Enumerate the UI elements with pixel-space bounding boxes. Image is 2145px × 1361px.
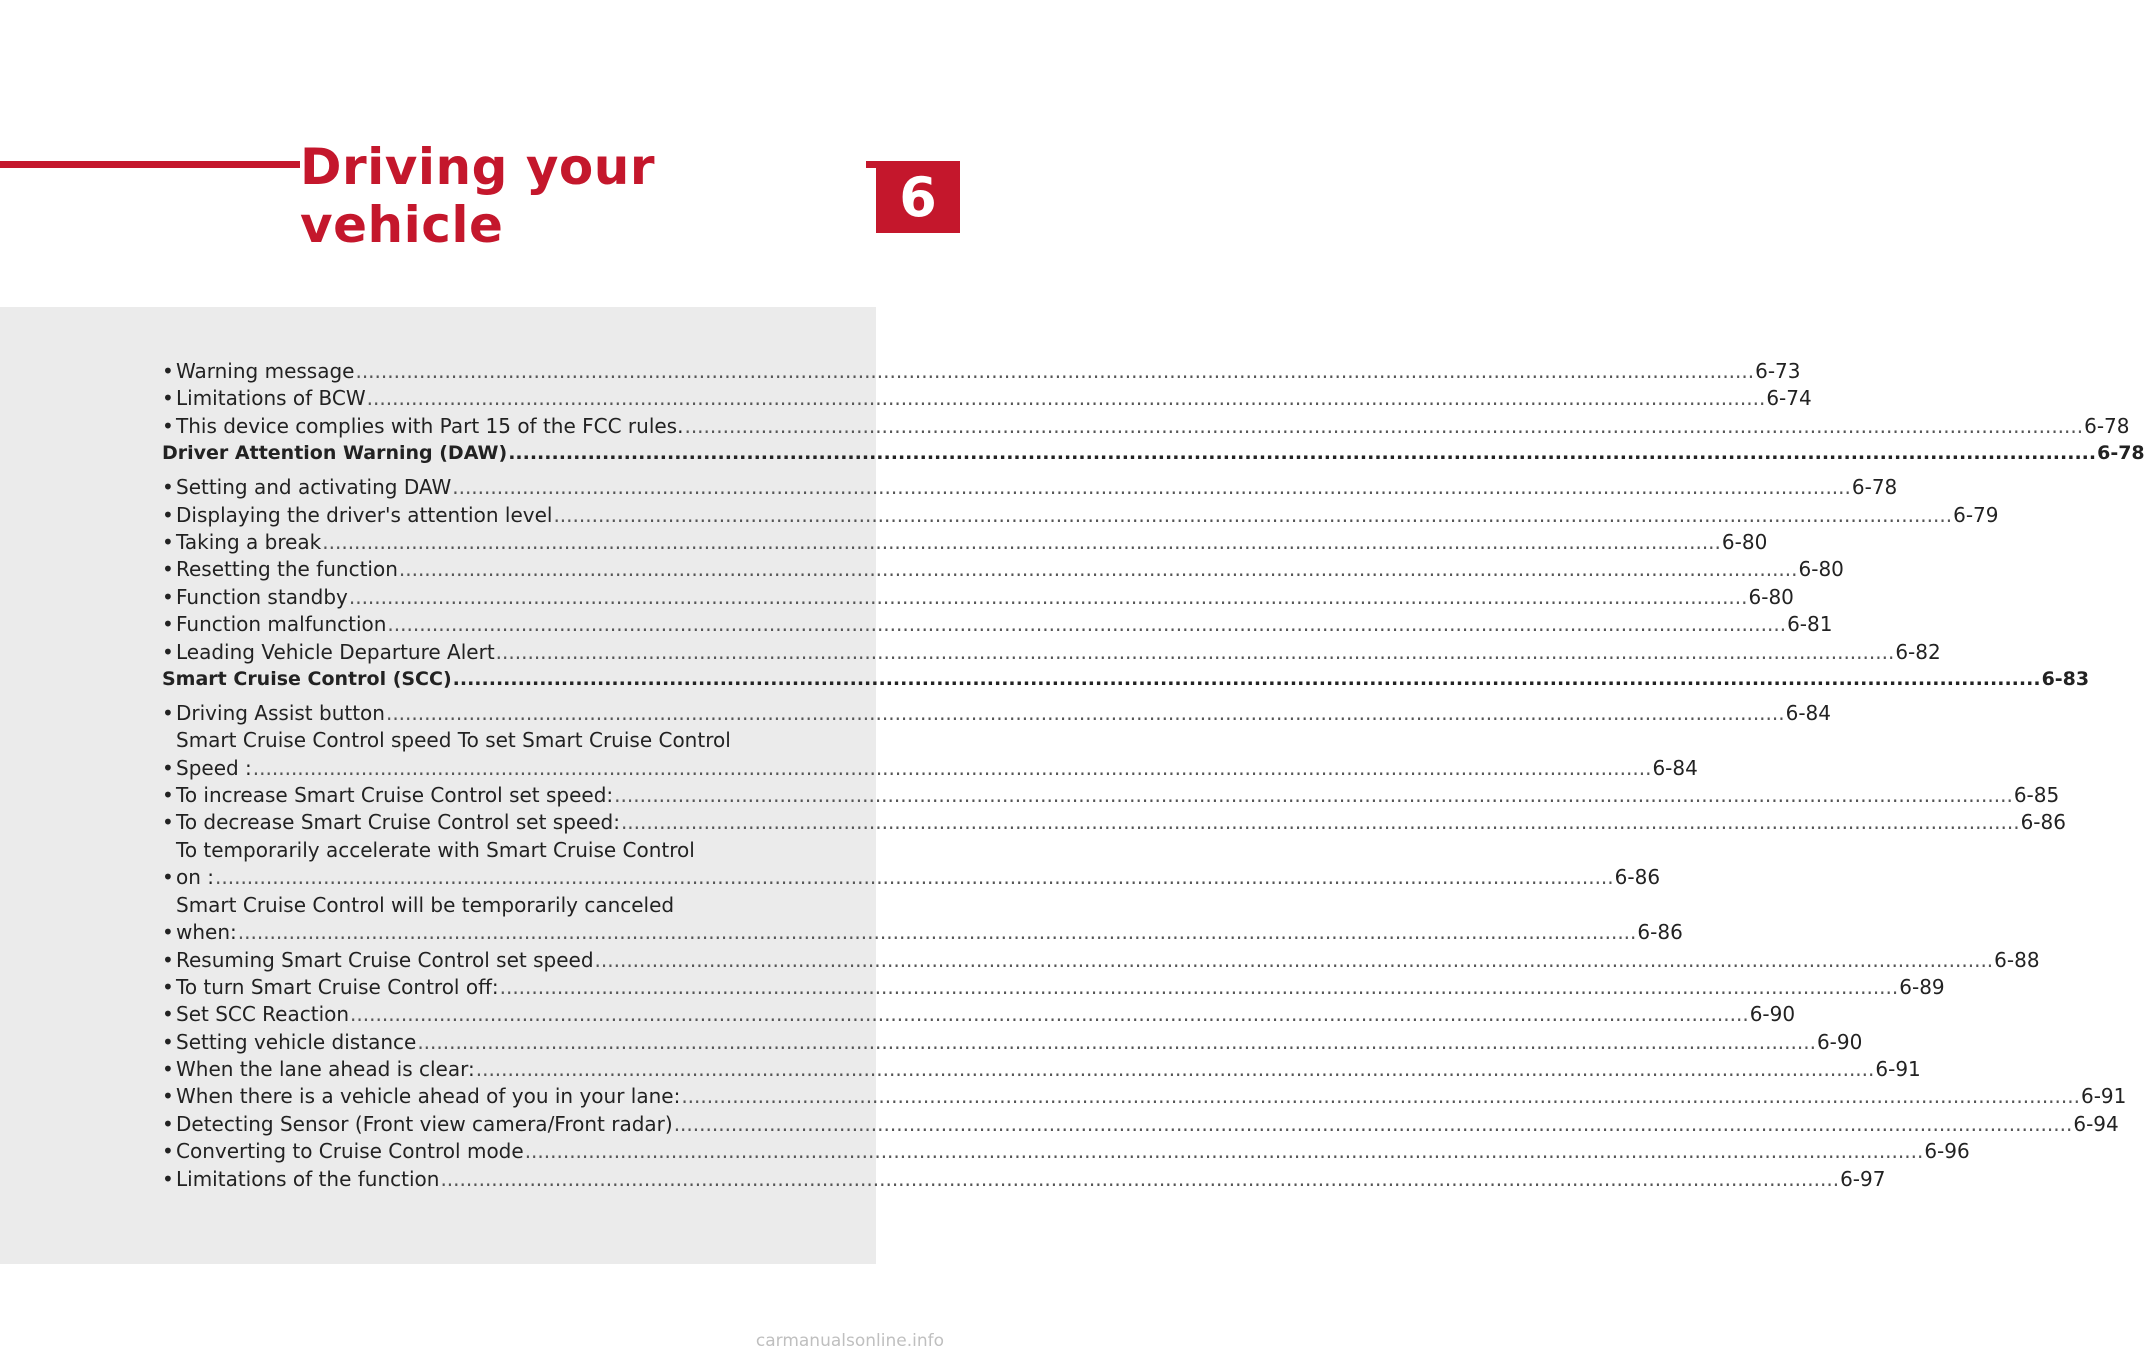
toc-list-item[interactable] xyxy=(162,611,1833,638)
bullet-icon: • xyxy=(162,502,174,527)
toc-page-number: 6-88 xyxy=(1994,947,2040,972)
toc-page-number: 6-80 xyxy=(1798,557,1844,582)
bullet-icon: • xyxy=(162,755,174,780)
bullet-icon: • xyxy=(162,947,174,972)
toc-list-item[interactable] xyxy=(162,727,1698,782)
toc-item-title: Function malfunction xyxy=(176,612,387,637)
toc-list-item[interactable] xyxy=(162,1138,1970,1165)
toc-item-title: When there is a vehicle ahead of you in your lane: xyxy=(176,1084,681,1109)
toc-leader-dots: ............................................................................................................................................................................................................................ xyxy=(452,475,1851,500)
bullet-icon: • xyxy=(162,1057,174,1082)
toc-list-item[interactable] xyxy=(162,556,1844,583)
toc-leader-dots: ............................................................................................................................................................................................................................ xyxy=(252,755,1652,780)
toc-list-item[interactable] xyxy=(162,1166,1886,1193)
toc-list-item[interactable] xyxy=(162,1111,2119,1138)
toc-leader-dots: ............................................................................................................................................................................................................................ xyxy=(594,947,1994,972)
chapter-number-tab: 6 xyxy=(876,161,960,233)
toc-list-item[interactable] xyxy=(162,358,1801,385)
toc-leader-dots: ............................................................................................................................................................................................................................ xyxy=(366,386,1766,411)
bullet-icon: • xyxy=(162,783,174,808)
bullet-icon: • xyxy=(162,386,174,411)
toc-item-title: Function standby xyxy=(176,584,348,609)
toc-item-title: Driving Assist button xyxy=(176,700,385,725)
bullet-icon: • xyxy=(162,1139,174,1164)
toc-page-number: 6-90 xyxy=(1816,1029,1863,1054)
toc-list-item[interactable] xyxy=(162,947,2040,974)
toc-item-title: Set SCC Reaction xyxy=(176,1002,350,1027)
toc-item-title-line1: To temporarily accelerate with Smart Cruise Control xyxy=(176,837,695,862)
toc-list-item[interactable] xyxy=(162,782,2060,809)
toc-item-title-line1: Smart Cruise Control speed To set Smart Cruise Control xyxy=(176,728,731,753)
toc-page-number: 6-82 xyxy=(1895,639,1941,664)
toc-page-number: 6-78 xyxy=(1851,475,1898,500)
toc-leader-dots: ............................................................................................................................................................................................................................ xyxy=(495,639,1895,664)
toc-page-number: 6-80 xyxy=(1721,529,1768,554)
toc-item-title: To decrease Smart Cruise Control set speed: xyxy=(176,810,620,835)
bullet-icon: • xyxy=(162,1166,174,1191)
bullet-icon: • xyxy=(162,1111,174,1136)
toc-item-title-line2: Speed : xyxy=(176,755,252,780)
toc-item-title: Displaying the driver's attention level xyxy=(176,502,553,527)
bullet-icon: • xyxy=(162,612,174,637)
bullet-icon: • xyxy=(162,865,174,890)
chapter-title: Driving your vehicle xyxy=(300,160,866,232)
toc-section-heading[interactable] xyxy=(162,440,2145,474)
toc-item-title: Leading Vehicle Departure Alert xyxy=(176,639,495,664)
toc-leader-dots: ............................................................................................................................................................................................................................ xyxy=(452,667,2041,690)
bullet-icon: • xyxy=(162,1029,174,1054)
toc-leader-dots: ............................................................................................................................................................................................................................ xyxy=(620,810,2020,835)
toc-leader-dots: ............................................................................................................................................................................................................................ xyxy=(387,612,1787,637)
toc-page-number: 6-86 xyxy=(2020,810,2066,835)
toc-leader-dots: ............................................................................................................................................................................................................................ xyxy=(684,413,2084,438)
toc-page-number: 6-89 xyxy=(1899,974,1945,999)
toc-item-title-line1: Smart Cruise Control will be temporarily canceled xyxy=(176,892,675,917)
toc-list-item[interactable] xyxy=(162,502,1999,529)
toc-page-number: 6-91 xyxy=(1875,1057,1921,1082)
toc-leader-dots: ............................................................................................................................................................................................................................ xyxy=(322,529,1721,554)
toc-item-title: Setting vehicle distance xyxy=(176,1029,417,1054)
toc-list-item[interactable] xyxy=(162,413,2130,440)
bullet-icon: • xyxy=(162,584,174,609)
toc-item-title: To increase Smart Cruise Control set speed: xyxy=(176,783,614,808)
toc-page-number: 6-96 xyxy=(1924,1139,1970,1164)
toc-leader-dots: ............................................................................................................................................................................................................................ xyxy=(499,974,1899,999)
toc-page-number: 6-74 xyxy=(1766,386,1812,411)
toc-item-title: Limitations of BCW xyxy=(176,386,366,411)
toc-item-title-line2: on : xyxy=(176,865,215,890)
toc-item-title: When the lane ahead is clear: xyxy=(176,1057,475,1082)
toc-item-title: Resetting the function xyxy=(176,557,398,582)
toc-list-item[interactable] xyxy=(162,584,1794,611)
bullet-icon: • xyxy=(162,920,174,945)
toc-item-title: Warning message xyxy=(176,358,355,383)
bullet-icon: • xyxy=(162,639,174,664)
toc-list-item[interactable] xyxy=(162,892,1683,947)
bullet-icon: • xyxy=(162,1002,174,1027)
toc-page-number: 6-85 xyxy=(2013,783,2060,808)
toc-page-number: 6-86 xyxy=(1637,920,1683,945)
toc-item-title: Converting to Cruise Control mode xyxy=(176,1139,524,1164)
toc-item-title: Taking a break xyxy=(176,529,322,554)
toc-leader-dots: ............................................................................................................................................................................................................................ xyxy=(475,1057,1875,1082)
toc-leader-dots: ............................................................................................................................................................................................................................ xyxy=(614,783,2013,808)
toc-list-item[interactable] xyxy=(162,385,1812,412)
toc-page-number: 6-91 xyxy=(2080,1084,2127,1109)
toc-leader-dots: ............................................................................................................................................................................................................................ xyxy=(681,1084,2080,1109)
toc-list-item[interactable] xyxy=(162,1029,1863,1056)
toc-page-number: 6-97 xyxy=(1840,1166,1886,1191)
toc-leader-dots: ............................................................................................................................................................................................................................ xyxy=(385,700,1785,725)
toc-item-title: Resuming Smart Cruise Control set speed xyxy=(176,947,594,972)
toc-page-number: 6-81 xyxy=(1787,612,1833,637)
bullet-icon: • xyxy=(162,974,174,999)
toc-item-title: Setting and activating DAW xyxy=(176,475,452,500)
toc-page-number: 6-78 xyxy=(2084,413,2130,438)
toc-list-item[interactable] xyxy=(162,639,1941,666)
bullet-icon: • xyxy=(162,1084,174,1109)
toc-page-number: 6-84 xyxy=(1652,755,1698,780)
toc-item-title: Detecting Sensor (Front view camera/Front radar) xyxy=(176,1111,673,1136)
table-of-contents xyxy=(162,358,2145,1193)
toc-list-item[interactable] xyxy=(162,1083,2127,1110)
toc-list-item[interactable] xyxy=(162,474,1898,501)
toc-section-title: Smart Cruise Control (SCC) xyxy=(162,667,452,690)
toc-section-title: Driver Attention Warning (DAW) xyxy=(162,442,508,465)
toc-page-number: 6-94 xyxy=(2073,1111,2119,1136)
toc-page-number: 6-86 xyxy=(1614,865,1661,890)
toc-leader-dots: ............................................................................................................................................................................................................................ xyxy=(348,584,1748,609)
toc-page-number: 6-84 xyxy=(1785,700,1831,725)
toc-leader-dots: ............................................................................................................................................................................................................................ xyxy=(673,1111,2073,1136)
bullet-icon: • xyxy=(162,557,174,582)
toc-page-number: 6-78 xyxy=(2097,442,2145,465)
toc-page-number: 6-90 xyxy=(1749,1002,1796,1027)
toc-leader-dots: ............................................................................................................................................................................................................................ xyxy=(553,502,1953,527)
toc-list-item[interactable] xyxy=(162,1001,1796,1028)
toc-leader-dots: ............................................................................................................................................................................................................................ xyxy=(524,1139,1924,1164)
toc-page-number: 6-80 xyxy=(1748,584,1794,609)
bullet-icon: • xyxy=(162,413,174,438)
toc-list-item[interactable] xyxy=(162,529,1768,556)
toc-leader-dots: ............................................................................................................................................................................................................................ xyxy=(508,442,2097,465)
toc-leader-dots: ............................................................................................................................................................................................................................ xyxy=(417,1029,1816,1054)
toc-item-title: Limitations of the function xyxy=(176,1166,440,1191)
toc-leader-dots: ............................................................................................................................................................................................................................ xyxy=(440,1166,1840,1191)
toc-page-number: 6-79 xyxy=(1953,502,1999,527)
footer-watermark-url: carmanualsonline.info xyxy=(755,1331,944,1351)
toc-leader-dots: ............................................................................................................................................................................................................................ xyxy=(350,1002,1749,1027)
toc-item-title-line2: when: xyxy=(176,920,237,945)
toc-page-number: 6-73 xyxy=(1755,358,1801,383)
toc-list-item[interactable] xyxy=(162,810,2066,837)
bullet-icon: • xyxy=(162,529,174,554)
toc-page-number: 6-83 xyxy=(2041,667,2090,690)
toc-item-title: To turn Smart Cruise Control off: xyxy=(176,974,499,999)
toc-item-title: This device complies with Part 15 of the FCC rules. xyxy=(176,413,684,438)
toc-list-item[interactable] xyxy=(162,700,1831,727)
bullet-icon: • xyxy=(162,475,174,500)
toc-list-item[interactable] xyxy=(162,1056,1921,1083)
bullet-icon: • xyxy=(162,810,174,835)
toc-leader-dots: ............................................................................................................................................................................................................................ xyxy=(398,557,1798,582)
toc-leader-dots: ............................................................................................................................................................................................................................ xyxy=(355,358,1755,383)
toc-section-heading[interactable] xyxy=(162,666,2090,700)
bullet-icon: • xyxy=(162,358,174,383)
toc-list-item[interactable] xyxy=(162,837,1661,892)
bullet-icon: • xyxy=(162,700,174,725)
toc-leader-dots: ............................................................................................................................................................................................................................ xyxy=(215,865,1614,890)
toc-leader-dots: ............................................................................................................................................................................................................................ xyxy=(237,920,1637,945)
toc-list-item[interactable] xyxy=(162,974,1945,1001)
